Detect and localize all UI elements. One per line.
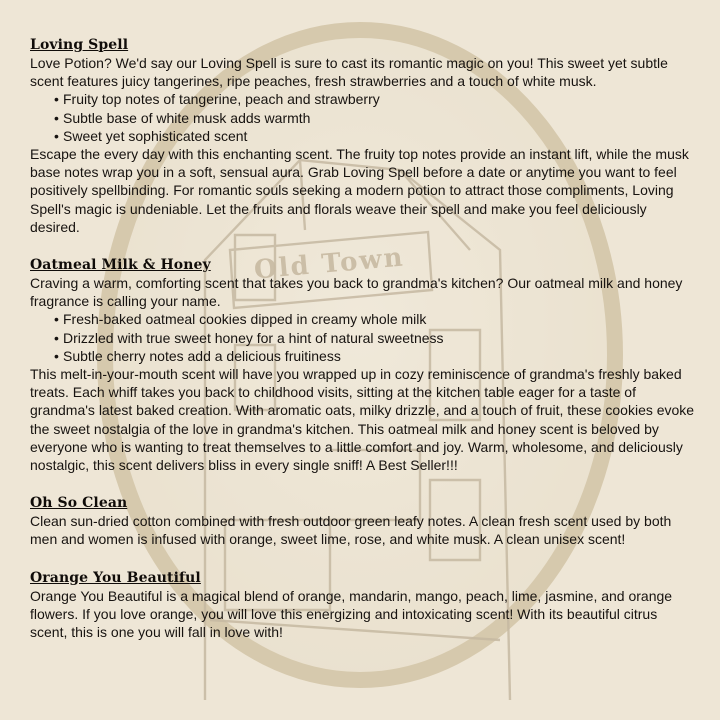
product-descriptions [30, 37, 695, 641]
section-intro: Clean sun-dried cotton combined with fresh outdoor green leafy notes. A clean fresh scent used by both men and women is infused with orange, sweet lime, rose, and white musk. A clean unisex scent! [30, 513, 672, 548]
list-item: • Fresh-baked oatmeal cookies dipped in creamy whole milk [54, 310, 695, 328]
section-title: Oh So Clean [30, 495, 128, 512]
list-item: • Subtle cherry notes add a delicious fruitiness [54, 347, 695, 365]
scent-section-oh-so-clean [30, 495, 695, 548]
section-title: Orange You Beautiful [30, 569, 201, 586]
section-title: Oatmeal Milk & Honey [30, 257, 211, 274]
list-item: • Drizzled with true sweet honey for a hint of natural sweetness [54, 329, 695, 347]
scent-notes-list [30, 90, 695, 145]
scent-section-oatmeal-milk-honey [30, 257, 695, 474]
scent-section-orange-you-beautiful [30, 570, 695, 642]
list-item: • Subtle base of white musk adds warmth [54, 109, 695, 127]
section-intro: Orange You Beautiful is a magical blend of orange, mandarin, mango, peach, lime, jasmine, and orange flowers. If you love orange, you will love this energizing and intoxicating scent! With its beautiful citrus scent, this is one you will fall in love with! [30, 587, 673, 641]
list-item: • Fruity top notes of tangerine, peach and strawberry [54, 90, 695, 108]
scent-notes-list [30, 310, 695, 365]
section-body: Escape the every day with this enchanting scent. The fruity top notes provide an instant lift, while the musk base notes wrap you in a soft, sensual aura. Grab Loving Spell before a date or anytime you want to feel positively spellbinding. For romantic souls seeking a modern potion to attract those compliments, Loving Spell's magic is undeniable. Let the fruits and florals weave their spell and make you feel deliciously desired. [30, 146, 689, 235]
section-intro: Love Potion? We'd say our Loving Spell is sure to cast its romantic magic on you! This sweet yet subtle scent features juicy tangerines, ripe peaches, fresh strawberries and a touch of white musk. [30, 55, 668, 90]
section-intro: Craving a warm, comforting scent that takes you back to grandma's kitchen? Our oatmeal milk and honey fragrance is calling your name. [30, 275, 683, 310]
scent-section-loving-spell [30, 37, 695, 236]
list-item: • Sweet yet sophisticated scent [54, 127, 695, 145]
section-body: This melt-in-your-mouth scent will have you wrapped up in cozy reminiscence of grandma's freshly baked treats. Each whiff takes you back to childhood visits, sitting at the kitchen table eager for a taste of grandma's latest baked creation. With aromatic oats, milky drizzle, and a touch of fruit, these cookies evoke the sweet nostalgia of the love in grandma's kitchen. This oatmeal milk and honey scent is beloved by everyone who is wanting to treat themselves to a little comfort and joy. Warm, wholesome, and deliciously nostalgic, this scent delivers bliss in every single sniff! A Best Seller!!! [30, 366, 695, 474]
section-title: Loving Spell [30, 37, 129, 53]
watermark-sign-text: Old Town [252, 242, 406, 286]
